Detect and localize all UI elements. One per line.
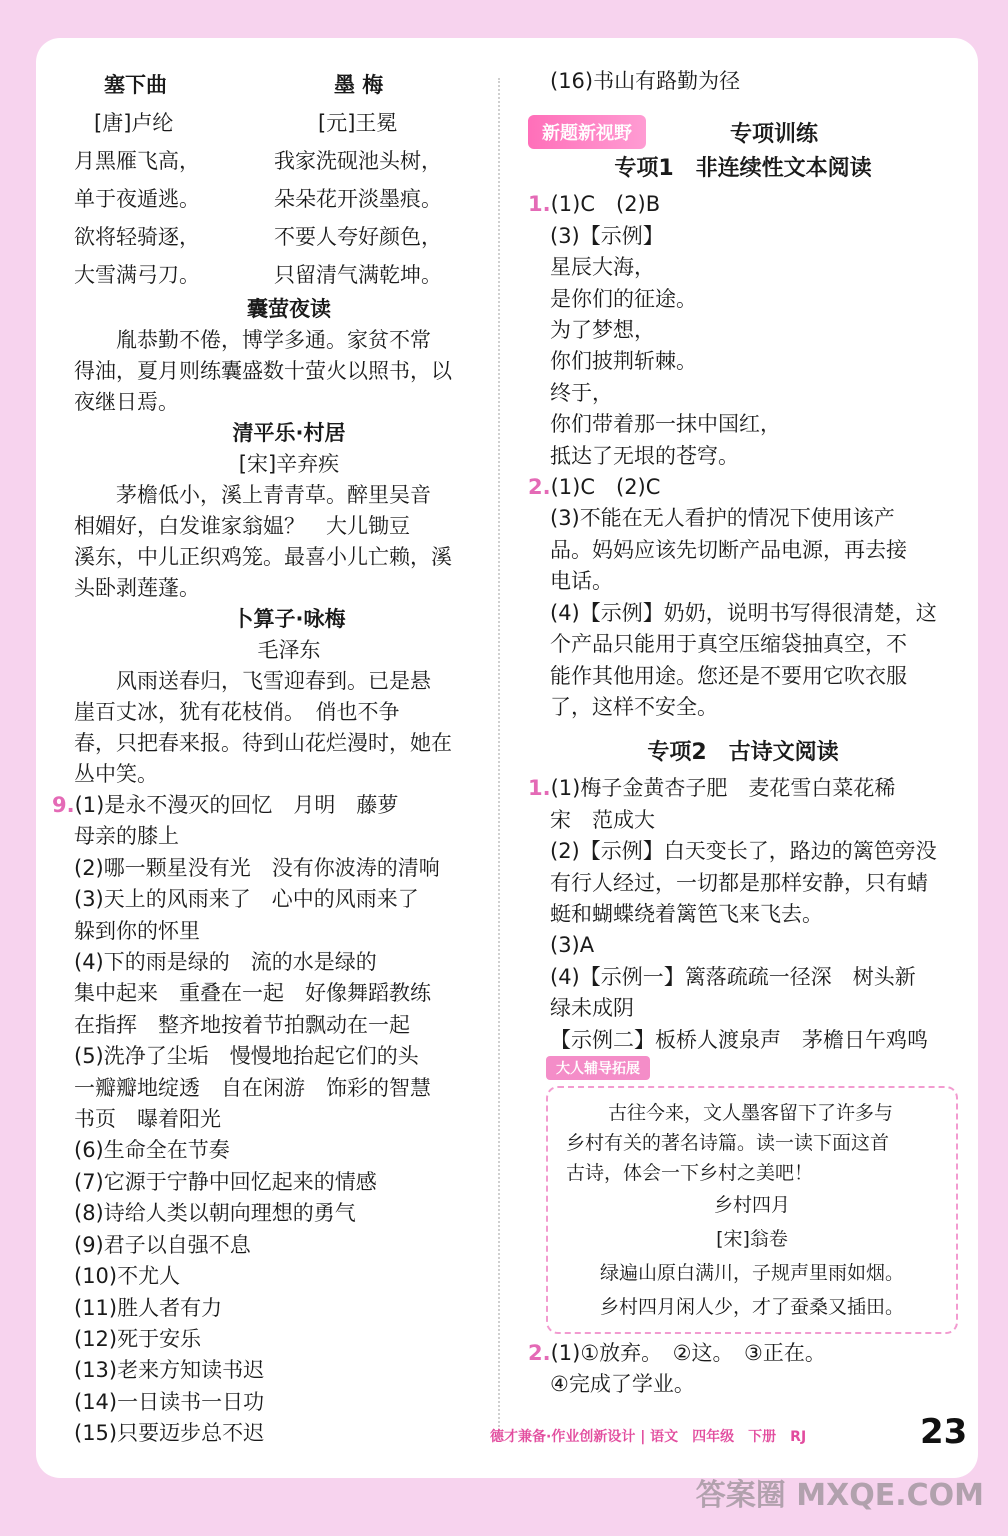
watermark: 答案圈 MXQE.COM <box>695 1478 984 1513</box>
top-line: (16)书山有路勤为径 <box>550 69 741 93</box>
subsection-2-question-1: 1.(1)梅子金黄杏子肥 麦花雪白菜花稀 宋 范成大 (2)【示例】白天变长了，路边的篱笆旁没 有行人经过，一切都是那样安静，只有蜻 蜓和蝴蝶绕着篱笆飞来飞去。 (3)A (4)【示例一】篱落疏疏一径深 树头新 绿未成阴 【示例二】板桥人渡泉声 茅檐日午鸡鸣 <box>528 776 937 1052</box>
subsection-1-question-2: 2.(1)C (2)C (3)不能在无人看护的情况下使用该产 品。妈妈应该先切断产品电源，再去接 电话。 (4)【示例】奶奶，说明书写得很清楚，这 个产品只能用于真空压缩袋抽真空，不 能作其他用途。您还是不要用它吹衣服 了，这样不安全。 <box>528 475 937 719</box>
poem-line: 单于夜遁逃。 朵朵花开淡墨痕。 <box>74 187 442 211</box>
poem-pairs <box>74 142 504 294</box>
question-number: 9. <box>52 793 75 817</box>
footer: 德才兼备·作业创新设计 | 语文 四年级 下册 RJ <box>490 1429 807 1445</box>
box-poem-author: [宋]翁卷 <box>716 1227 788 1250</box>
poem3-body: 胤恭勤不倦，博学多通。家贫不常 得油，夏月则练囊盛数十萤火以照书，以 夜继日焉。 <box>74 328 452 414</box>
poem5-title: 卜算子·咏梅 <box>232 607 346 631</box>
tutor-box: 古往今来，文人墨客留下了许多与 乡村有关的著名诗篇。读一读下面这首 古诗，体会一下乡村之美吧！ 乡村四月 [宋]翁卷 绿遍山原白满川，子规声里雨如烟。 乡村四月闲人少，才了蚕桑又插田。 <box>546 1086 958 1334</box>
page <box>36 38 978 1478</box>
poem2-title: 墨 梅 <box>334 73 384 97</box>
question-number: 2. <box>528 1340 551 1365</box>
question-number: 2. <box>528 475 551 500</box>
right-column <box>528 66 958 1401</box>
subsection-2-question-2: 2.(1)①放弃。 ②这。 ③正在。 ④完成了学业。 <box>528 1340 826 1397</box>
poem4-author: [宋]辛弃疾 <box>238 452 340 476</box>
poem-line: 欲将轻骑逐， 不要人夸好颜色， <box>74 225 442 249</box>
box-poem-title: 乡村四月 <box>713 1193 790 1216</box>
poem3-title: 囊萤夜读 <box>247 297 331 321</box>
question-9: 9.(1)是永不漫灭的回忆 月明 藤萝 母亲的膝上 (2)哪一颗星没有光 没有你波涛的清响 (3)天上的风雨来了 心中的风雨来了 躲到你的怀里 (4)下的雨是绿的 流的水是绿的 集中起来 重叠在一起 好像舞蹈教练 在指挥 整齐地按着节拍飘动在一起 (5)洗净了尘垢 慢慢地抬起它们的头 一瓣瓣地绽透 自在闲游 饰彩的智慧 书页 曝着阳光 (6)生命全在节奏 (7)它源于宁静中回忆起来的情感 (8)诗给人类以朝向理想的勇气 (9)君子以自强不息 (10)不尤人 (11)胜人者有力 (12)死于安乐 (13)老来方知读书迟 (14)一日读书一日功 (15)只要迈步总不迟 <box>52 793 440 1446</box>
poem-authors <box>74 104 504 142</box>
poem1-title: 塞下曲 <box>104 73 167 97</box>
poem-line: 月黑雁飞高， 我家洗砚池头树， <box>74 149 442 173</box>
poem-line: 大雪满弓刀。 只留清气满乾坤。 <box>74 263 442 287</box>
poem5-body: 风雨送春归，飞雪迎春到。已是悬 崖百丈冰，犹有花枝俏。 俏也不争 春，只把春来报。待到山花烂漫时，她在 丛中笑。 <box>74 669 452 786</box>
poem4-body: 茅檐低小，溪上青青草。醉里吴音 相媚好，白发谁家翁媪？ 大儿锄豆 溪东，中儿正织鸡笼。最喜小儿亡赖，溪 头卧剥莲蓬。 <box>74 483 452 600</box>
question-number: 1. <box>528 776 551 801</box>
subsection-1-title: 专项1 非连续性文本阅读 <box>614 156 872 182</box>
left-column <box>52 66 504 1450</box>
subsection-2-title: 专项2 古诗文阅读 <box>647 740 839 766</box>
question-number: 1. <box>528 192 551 217</box>
tutor-extension <box>528 1056 958 1334</box>
poem2-author: [元]王冕 <box>318 111 398 135</box>
subsection-1-question-1: 1.(1)C (2)B (3)【示例】 星辰大海， 是你们的征途。 为了梦想， 你们披荆斩棘。 终于， 你们带着那一抹中国红， 抵达了无垠的苍穹。 <box>528 192 781 468</box>
poem4-title: 清平乐·村居 <box>232 421 346 445</box>
section-header <box>528 115 958 149</box>
poem1-author: [唐]卢纶 <box>94 111 174 135</box>
tutor-tag: 大人辅导拓展 <box>546 1056 650 1080</box>
poem5-author: 毛泽东 <box>257 638 321 662</box>
banner-tag: 新题新视野 <box>528 115 646 149</box>
page-number: 23 <box>920 1412 968 1452</box>
section-title: 专项训练 <box>730 121 819 147</box>
poem-titles <box>74 66 504 104</box>
